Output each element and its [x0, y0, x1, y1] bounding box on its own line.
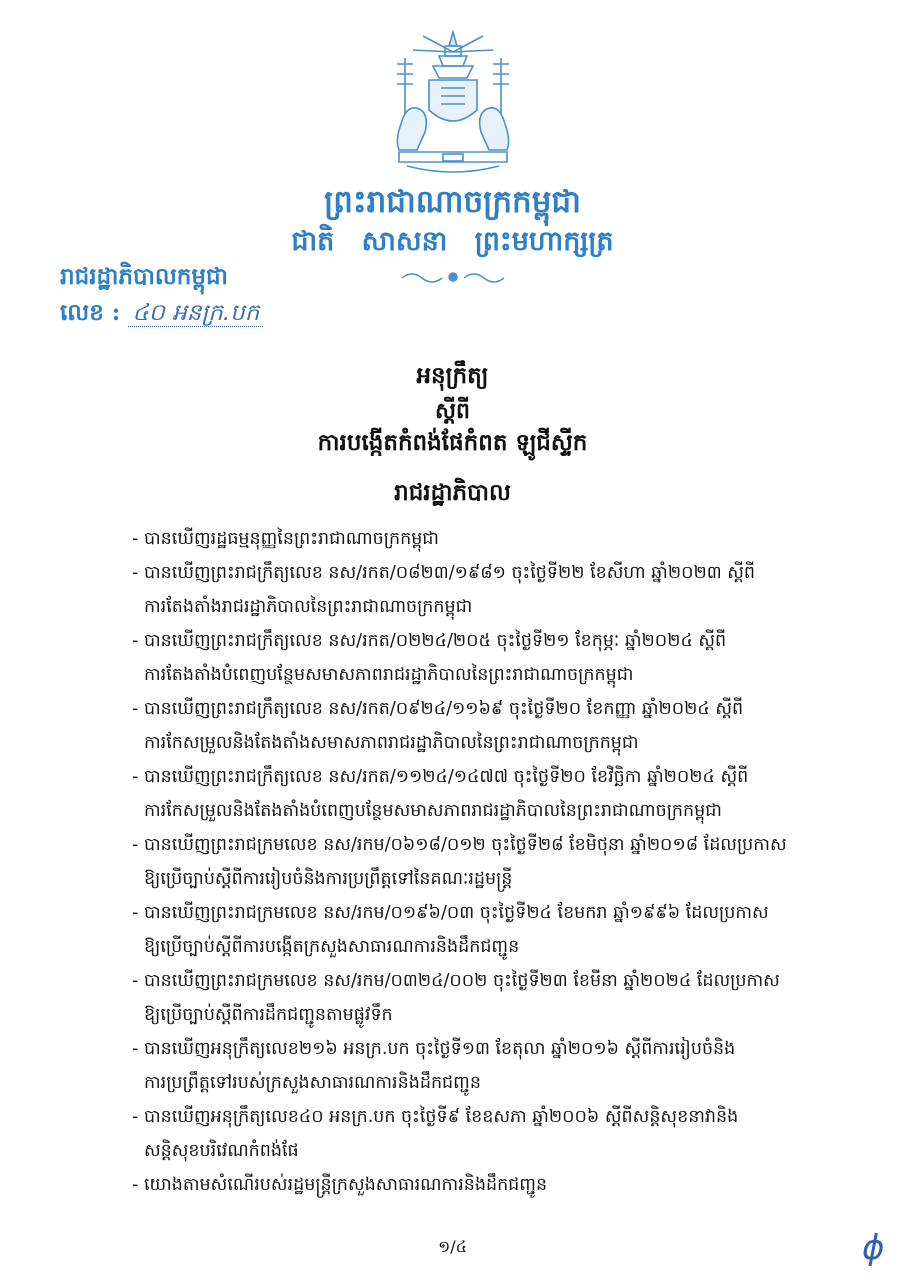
- page-number: ១/៤: [438, 1237, 467, 1256]
- clause-line: បានឃើញអនុក្រឹត្យលេខ៤០ អនក្រ.បក ចុះថ្ងៃទី៩ ខែឧសភា ឆ្នាំ២០០៦ ស្តីពីសន្តិសុខនាវានិង: [144, 1107, 739, 1127]
- clause-line-continued: ការតែងតាំងបំពេញបន្ថែមសមាសភាពរាជរដ្ឋាភិបាលនៃព្រះរាជាណាចក្រកម្ពុជា: [144, 665, 634, 685]
- clause-item: [132, 624, 852, 692]
- clause-item: [132, 1168, 852, 1202]
- document-number-label: លេខ :: [60, 299, 121, 326]
- clause-item: [132, 1100, 852, 1168]
- clause-item: [132, 692, 852, 760]
- clause-line-continued: ការកែសម្រួលនិងតែងតាំងបំពេញបន្ថែមសមាសភាពរាជរដ្ឋាភិបាលនៃព្រះរាជាណាចក្រកម្ពុជា: [144, 801, 722, 821]
- clause-line: បានឃើញព្រះរាជក្រឹត្យលេខ នស/រកត/០៩២៤/១១៦៩ ចុះថ្ងៃទី២០ ខែកញ្ញា ឆ្នាំ២០២៤ ស្តីពី: [144, 699, 744, 719]
- clause-line-continued: សន្តិសុខបរិវេណកំពង់ផែ: [144, 1141, 299, 1161]
- document-subject-heading: ការបង្កើតកំពង់ផែកំពត ឡូជីស្ទីក: [317, 429, 588, 456]
- clause-line: បានឃើញព្រះរាជក្រឹត្យលេខ នស/រកត/១១២៤/១៤៧៧ ចុះថ្ងៃទី២០ ខែវិច្ឆិកា ឆ្នាំ២០២៤ ស្តីពី: [144, 767, 749, 787]
- clause-line-continued: ការប្រព្រឹត្តទៅរបស់ក្រសួងសាធារណការនិងដឹកជញ្ជូន: [144, 1073, 481, 1093]
- clause-line-continued: ការកែសម្រួលនិងតែងតាំងសមាសភាពរាជរដ្ឋាភិបាលនៃព្រះរាជាណាចក្រកម្ពុជា: [144, 733, 639, 753]
- clause-line: បានឃើញរដ្ឋធម្មនុញ្ញនៃព្រះរាជាណាចក្រកម្ពុជា: [144, 529, 439, 549]
- issuing-body-heading: រាជរដ្ឋាភិបាល: [394, 479, 511, 506]
- clause-line: បានឃើញអនុក្រឹត្យលេខ២១៦ អនក្រ.បក ចុះថ្ងៃទី១៣ ខែតុលា ឆ្នាំ២០១៦ ស្តីពីការរៀបចំនិង: [144, 1039, 736, 1059]
- national-motto: ជាតិ សាសនា ព្រះមហាក្សត្រ: [291, 226, 614, 257]
- clause-line-continued: ឱ្យប្រើច្បាប់ស្តីពីការរៀបចំនិងការប្រព្រឹត្តទៅនៃគណៈរដ្ឋមន្ត្រី: [144, 869, 513, 889]
- clause-line-continued: ឱ្យប្រើច្បាប់ស្តីពីការបង្កើតក្រសួងសាធារណការនិងដឹកជញ្ជូន: [144, 937, 520, 957]
- clause-item: [132, 556, 852, 624]
- clause-item: [132, 760, 852, 828]
- clause-line-continued: ឱ្យប្រើច្បាប់ស្តីពីការដឹកជញ្ជូនតាមផ្លូវទឹក: [144, 1005, 393, 1025]
- clause-item: [132, 1032, 852, 1100]
- clause-item: [132, 522, 852, 556]
- document-number-value: ៤០ អនក្រ.បក: [128, 300, 263, 327]
- clause-item: [132, 896, 852, 964]
- clause-line: បានឃើញព្រះរាជក្រឹត្យលេខ នស/រកត/០២២៤/២០៥ ចុះថ្ងៃទី២១ ខែកុម្ភៈ ឆ្នាំ២០២៤ ស្តីពី: [144, 631, 727, 651]
- clause-line-continued: ការតែងតាំងរាជរដ្ឋាភិបាលនៃព្រះរាជាណាចក្រកម្ពុជា: [144, 597, 473, 617]
- document-about-heading: ស្តីពី: [435, 398, 470, 424]
- clause-line: បានឃើញព្រះរាជក្រឹត្យលេខ នស/រកត/០៨២៣/១៩៨១ ចុះថ្ងៃទី២២ ខែសីហា ឆ្នាំ២០២៣ ស្តីពី: [144, 563, 756, 583]
- clause-line: បានឃើញព្រះរាជក្រមលេខ នស/រកម/០១៩៦/០៣ ចុះថ្ងៃទី២៤ ខែមករា ឆ្នាំ១៩៩៦ ដែលប្រកាស: [144, 903, 769, 923]
- ornament-divider-icon: [398, 266, 508, 288]
- handwritten-initial-mark: ϕ: [862, 1228, 885, 1268]
- kingdom-name: ព្រះរាជាណាចក្រកម្ពុជា: [324, 184, 581, 220]
- royal-coat-of-arms-emblem: [383, 28, 523, 178]
- clause-line: បានឃើញព្រះរាជក្រមលេខ នស/រកម/០៣២៤/០០២ ចុះថ្ងៃទី២៣ ខែមីនា ឆ្នាំ២០២៤ ដែលប្រកាស: [144, 971, 780, 991]
- issuing-government: រាជរដ្ឋាភិបាលកម្ពុជា: [60, 263, 228, 290]
- document-number: [60, 299, 263, 332]
- clause-item: [132, 828, 852, 896]
- clause-line: បានឃើញព្រះរាជក្រមលេខ នស/រកម/០៦១៨/០១២ ចុះថ្ងៃទី២៨ ខែមិថុនា ឆ្នាំ២០១៨ ដែលប្រកាស: [144, 835, 787, 855]
- clause-line: យោងតាមសំណើរបស់រដ្ឋមន្ត្រីក្រសួងសាធារណការនិងដឹកជញ្ជូន: [144, 1175, 548, 1195]
- preamble-clause-list: [132, 522, 852, 1202]
- clause-item: [132, 964, 852, 1032]
- document-type-heading: អនុក្រឹត្យ: [416, 362, 489, 389]
